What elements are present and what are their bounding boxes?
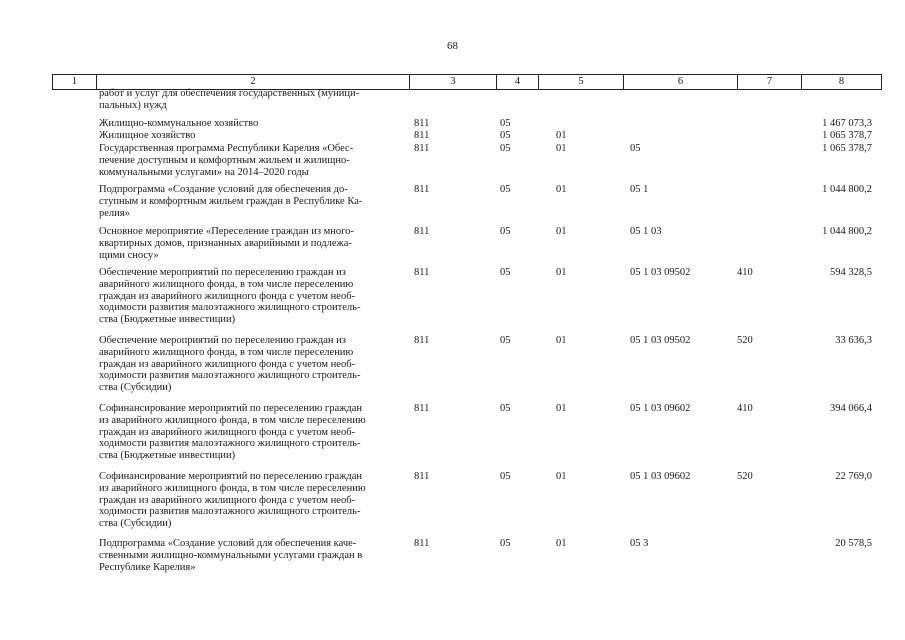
header-col-3: 3 bbox=[409, 75, 496, 89]
row-name bbox=[99, 538, 409, 573]
row-cell-c4: 05 bbox=[500, 403, 511, 414]
row-name bbox=[99, 184, 409, 219]
row-cell-c4: 05 bbox=[500, 130, 511, 141]
row-cell-c3: 811 bbox=[414, 403, 430, 414]
row-name bbox=[99, 471, 409, 530]
row-name-line: квартирных домов, признанных аварийными и подлежа- bbox=[99, 237, 352, 249]
row-name-line: аварийного жилищного фонда, в том числе переселению bbox=[99, 346, 354, 358]
row-name-line: Жилищно-коммунальное хозяйство bbox=[99, 118, 259, 129]
row-name-line: Государственная программа Республики Карелия «Обес- bbox=[99, 143, 354, 154]
row-cell-c5: 01 bbox=[556, 538, 567, 549]
row-name-line: работ и услуг для обеспечения государственных (муници- bbox=[99, 88, 360, 99]
row-cell-c3: 811 bbox=[414, 267, 430, 278]
row-cell-c5: 01 bbox=[556, 403, 567, 414]
row-name-line: Обеспечение мероприятий по переселению граждан из bbox=[99, 335, 346, 346]
header-col-7: 7 bbox=[737, 75, 801, 89]
page-number: 68 bbox=[447, 40, 458, 52]
row-name-line: граждан из аварийного жилищного фонда с учетом необ- bbox=[99, 290, 356, 302]
row-cell-c6: 05 bbox=[630, 143, 641, 154]
row-name-line: ступным и комфортным жильем граждан в Республике Ка- bbox=[99, 195, 363, 207]
row-cell-c7: 520 bbox=[737, 335, 753, 346]
row-cell-c7: 410 bbox=[737, 267, 753, 278]
row-name-line: Софинансирование мероприятий по переселению граждан bbox=[99, 403, 363, 414]
row-cell-c4: 05 bbox=[500, 471, 511, 482]
row-cell-c6: 05 1 03 09602 bbox=[630, 403, 691, 414]
row-cell-c4: 05 bbox=[500, 335, 511, 346]
row-name-line: коммунальными услугами» на 2014–2020 годы bbox=[99, 166, 309, 178]
row-name-line: Подпрограмма «Создание условий для обеспечения до- bbox=[99, 184, 348, 195]
row-cell-c8: 22 769,0 bbox=[835, 471, 872, 482]
row-cell-c5: 01 bbox=[556, 267, 567, 278]
row-name-line: ходимости развития малоэтажного жилищного строитель- bbox=[99, 506, 361, 518]
row-name-line: щими сносу» bbox=[99, 249, 159, 261]
row-cell-c8: 1 065 378,7 bbox=[822, 143, 872, 154]
header-col-1: 1 bbox=[52, 75, 96, 89]
row-cell-c8: 33 636,3 bbox=[835, 335, 872, 346]
row-cell-c3: 811 bbox=[414, 471, 430, 482]
row-cell-c3: 811 bbox=[414, 226, 430, 237]
row-name-line: Основное мероприятие «Переселение граждан из много- bbox=[99, 226, 354, 237]
row-name-line: ходимости развития малоэтажного жилищного строитель- bbox=[99, 370, 361, 382]
row-cell-c6: 05 1 bbox=[630, 184, 649, 195]
row-name bbox=[99, 267, 409, 326]
row-cell-c5: 01 bbox=[556, 226, 567, 237]
row-cell-c8: 394 066,4 bbox=[830, 403, 872, 414]
row-cell-c6: 05 1 03 09502 bbox=[630, 335, 691, 346]
row-name-line: печение доступным и комфортным жильем и жилищно- bbox=[99, 154, 350, 166]
row-name-line: ства (Бюджетные инвестиции) bbox=[99, 450, 236, 462]
row-name-line: ства (Субсидии) bbox=[99, 382, 172, 394]
row-cell-c4: 05 bbox=[500, 226, 511, 237]
row-cell-c4: 05 bbox=[500, 118, 511, 129]
row-cell-c3: 811 bbox=[414, 184, 430, 195]
row-cell-c3: 811 bbox=[414, 143, 430, 154]
row-name-line: Софинансирование мероприятий по переселению граждан bbox=[99, 471, 363, 482]
row-cell-c6: 05 1 03 bbox=[630, 226, 662, 237]
row-cell-c5: 01 bbox=[556, 335, 567, 346]
row-cell-c6: 05 3 bbox=[630, 538, 649, 549]
row-cell-c8: 1 065 378,7 bbox=[822, 130, 872, 141]
row-cell-c4: 05 bbox=[500, 538, 511, 549]
row-name-line: аварийного жилищного фонда, в том числе переселению bbox=[99, 278, 354, 290]
row-cell-c8: 20 578,5 bbox=[835, 538, 872, 549]
row-cell-c5: 01 bbox=[556, 143, 567, 154]
row-cell-c7: 410 bbox=[737, 403, 753, 414]
row-cell-c4: 05 bbox=[500, 267, 511, 278]
row-name-line: Обеспечение мероприятий по переселению граждан из bbox=[99, 267, 346, 278]
row-name-line: ходимости развития малоэтажного жилищного строитель- bbox=[99, 302, 361, 314]
row-name bbox=[99, 226, 409, 261]
header-col-8: 8 bbox=[801, 75, 881, 89]
row-name-line: граждан из аварийного жилищного фонда с учетом необ- bbox=[99, 494, 356, 506]
row-name-line: из аварийного жилищного фонда, в том числе переселению bbox=[99, 414, 366, 426]
row-cell-c8: 1 044 800,2 bbox=[822, 226, 872, 237]
row-name-line: из аварийного жилищного фонда, в том числе переселению bbox=[99, 482, 366, 494]
row-name bbox=[99, 335, 409, 394]
row-cell-c5: 01 bbox=[556, 130, 567, 141]
row-name-line: ственными жилищно-коммунальными услугами граждан в bbox=[99, 549, 363, 561]
row-cell-c4: 05 bbox=[500, 143, 511, 154]
row-cell-c3: 811 bbox=[414, 130, 430, 141]
row-name bbox=[99, 118, 409, 130]
row-name-line: пальных) нужд bbox=[99, 99, 167, 111]
header-col-6: 6 bbox=[623, 75, 737, 89]
row-cell-c7: 520 bbox=[737, 471, 753, 482]
header-col-5: 5 bbox=[538, 75, 623, 89]
row-name bbox=[99, 143, 409, 178]
row-cell-c8: 1 467 073,3 bbox=[822, 118, 872, 129]
header-col-4: 4 bbox=[496, 75, 538, 89]
row-cell-c6: 05 1 03 09502 bbox=[630, 267, 691, 278]
row-cell-c3: 811 bbox=[414, 335, 430, 346]
row-cell-c5: 01 bbox=[556, 471, 567, 482]
row-cell-c5: 01 bbox=[556, 184, 567, 195]
row-cell-c6: 05 1 03 09602 bbox=[630, 471, 691, 482]
row-cell-c8: 1 044 800,2 bbox=[822, 184, 872, 195]
row-name-line: ходимости развития малоэтажного жилищного строитель- bbox=[99, 438, 361, 450]
row-cell-c3: 811 bbox=[414, 538, 430, 549]
row-name-line: Подпрограмма «Создание условий для обеспечения каче- bbox=[99, 538, 357, 549]
row-name bbox=[99, 403, 409, 462]
row-name-line: граждан из аварийного жилищного фонда с учетом необ- bbox=[99, 426, 356, 438]
header-col-2: 2 bbox=[96, 75, 409, 89]
row-name-line: ства (Субсидии) bbox=[99, 518, 172, 530]
row-name-line: ства (Бюджетные инвестиции) bbox=[99, 314, 236, 326]
row-cell-c3: 811 bbox=[414, 118, 430, 129]
row-name bbox=[99, 130, 409, 142]
row-name bbox=[99, 88, 409, 112]
row-name-line: Жилищное хозяйство bbox=[99, 130, 196, 141]
row-name-line: релия» bbox=[99, 207, 130, 219]
row-cell-c8: 594 328,5 bbox=[830, 267, 872, 278]
row-name-line: граждан из аварийного жилищного фонда с учетом необ- bbox=[99, 358, 356, 370]
row-name-line: Республике Карелия» bbox=[99, 561, 196, 573]
row-cell-c4: 05 bbox=[500, 184, 511, 195]
